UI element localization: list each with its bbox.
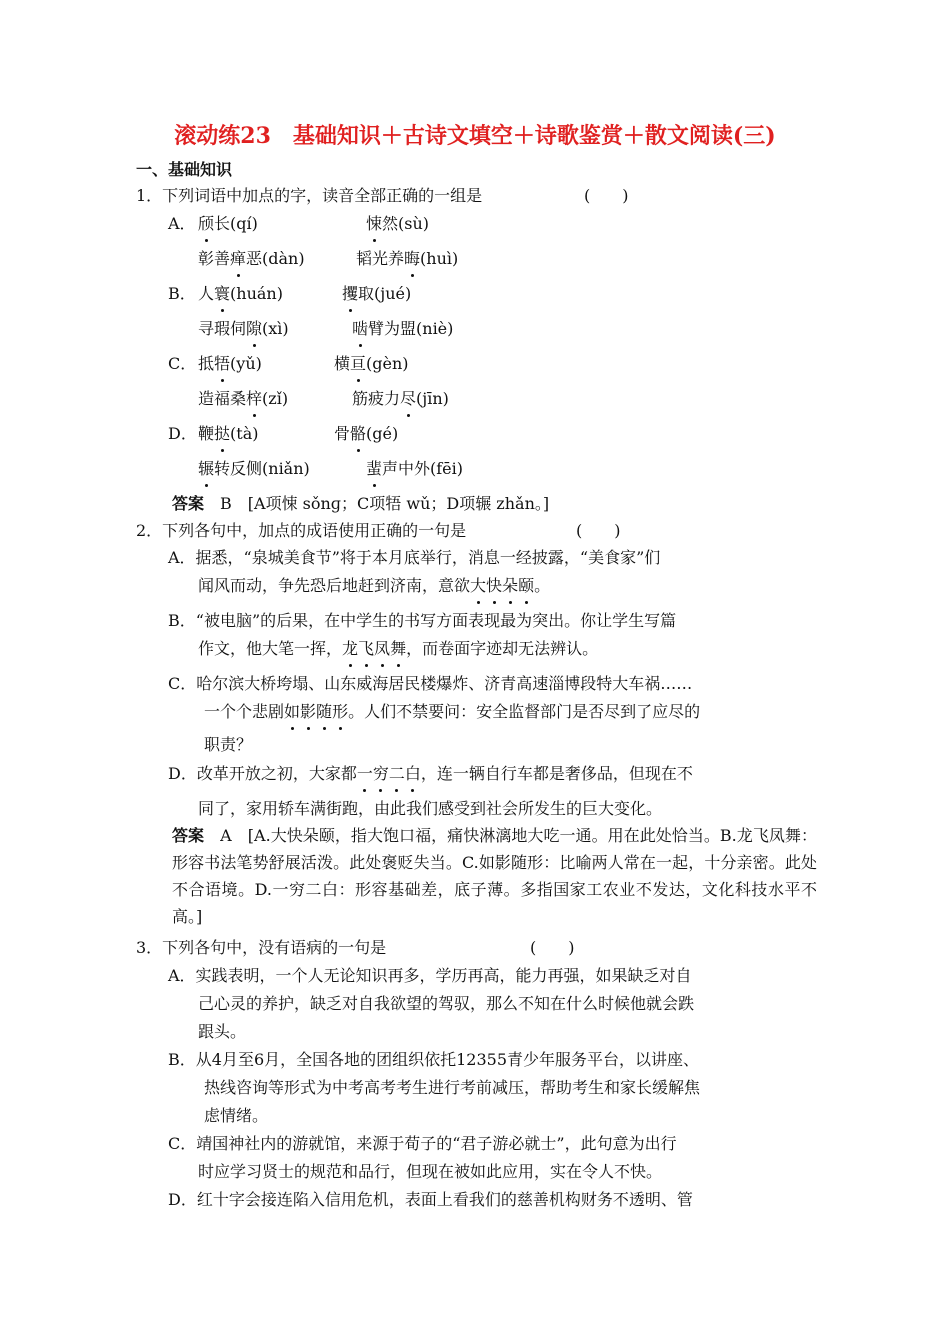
item-text: 转反侧(niǎn) (214, 459, 310, 478)
answer-label: 答案 (172, 494, 205, 513)
item-text: 作文，他大笔一挥， (198, 639, 343, 658)
question-3-stem: 3．下列各句中，没有语病的一句是 (136, 938, 387, 957)
option-label: B． (168, 284, 196, 303)
item-text: 声中外(fēi) (382, 459, 464, 478)
dotted-char: 梓 (246, 389, 263, 408)
item-text: (zǐ) (262, 389, 289, 408)
q2-answer (172, 822, 817, 930)
q3-option-a-cont: 己心灵的养护，缺乏对自我欲望的驾驭，那么不知在什么时候他就会跌 (198, 994, 695, 1013)
q1-c-item4 (352, 388, 449, 410)
answer-blank: ( ) (530, 938, 575, 957)
q1-d-item2 (334, 423, 398, 445)
item-text: 臂为盟(niè) (368, 319, 454, 338)
item-text: (gé) (366, 424, 399, 443)
option-label: D． (168, 424, 197, 443)
dotted-char: 挞 (214, 424, 231, 443)
dotted-char: 朵 (502, 576, 519, 595)
dotted-char: 影 (300, 702, 317, 721)
item-text: 恶(dàn) (246, 249, 305, 268)
item-text: 人 (198, 284, 215, 303)
q3-option-b-cont2: 虑情绪。 (204, 1106, 269, 1125)
q2-option-b-cont (198, 638, 598, 660)
dotted-char: 颀 (198, 214, 215, 233)
dotted-char: 二 (388, 764, 405, 783)
item-text: (xì) (262, 319, 289, 338)
item-text: 然(sù) (382, 214, 430, 233)
question-2-stem: 2．下列各句中，加点的成语使用正确的一句是 (136, 521, 467, 540)
dotted-char: 瘅 (230, 249, 247, 268)
dotted-char: 尽 (400, 389, 417, 408)
q1-b-item4 (352, 318, 453, 340)
item-text: (huán) (230, 284, 283, 303)
q2-option-d (168, 763, 693, 785)
item-text: 造福桑 (198, 389, 247, 408)
q1-b-item1 (198, 283, 283, 305)
dotted-char: 白 (404, 764, 421, 783)
q1-c-item3 (198, 388, 288, 410)
item-text: 筋疲力 (352, 389, 401, 408)
dotted-char: 凤 (374, 639, 391, 658)
item-text: (huì) (420, 249, 459, 268)
page-title: 滚动练23 基础知识＋古诗文填空＋诗歌鉴赏＋散文阅读(三) (174, 123, 776, 149)
item-text: 韬光养 (356, 249, 405, 268)
dotted-char: 辗 (198, 459, 215, 478)
dotted-char: 飞 (358, 639, 375, 658)
dotted-char: 随 (316, 702, 333, 721)
q2-option-a: A．据悉，“泉城美食节”将于本月底举行，消息一经披露，“美食家”们 (168, 548, 661, 567)
answer-text: A [A.大快朵颐，指大饱口福，痛快淋漓地大吃一通。用在此处恰当。B.龙飞凤舞：形容书法笔势舒展活泼。此处褒贬失当。C.如影随形：比喻两人常在一起，十分亲密。此处不合语境。D.一穷二白：形容基础差，底子薄。多指国家工农业不发达，文化科技水平不高。] (172, 826, 817, 926)
item-text: 一个个悲剧 (204, 702, 285, 721)
item-text: (tà) (230, 424, 259, 443)
q3-option-c-cont: 时应学习贤士的规范和品行，但现在被如此应用，实在令人不快。 (198, 1162, 663, 1181)
item-text: ，而卷面字迹却无法辨认。 (406, 639, 599, 658)
item-text: 抵 (198, 354, 215, 373)
q1-d-item1 (198, 423, 258, 445)
item-text: 骨 (334, 424, 351, 443)
item-text: 长(qí) (214, 214, 258, 233)
q2-option-c-cont2: 职责？ (204, 735, 253, 754)
dotted-char: 寰 (214, 284, 231, 303)
item-text: ，连一辆自行车都是奢侈品，但现在不 (420, 764, 693, 783)
q1-a-item1 (198, 213, 258, 235)
dotted-char: 晦 (404, 249, 421, 268)
q1-a-item3 (198, 248, 305, 270)
dotted-char: 穷 (372, 764, 389, 783)
option-label: C． (168, 354, 197, 373)
q2-option-c: C．哈尔滨大桥垮塌、山东威海居民楼爆炸、济青高速淄博段特大车祸…… (168, 674, 693, 693)
item-text: (jīn) (416, 389, 449, 408)
item-text: 。人们不禁要问：安全监督部门是否尽到了应尽的 (348, 702, 701, 721)
dotted-char: 形 (332, 702, 349, 721)
q2-option-d-cont: 同了，家用轿车满街跑，由此我们感受到社会所发生的巨大变化。 (198, 799, 663, 818)
q3-option-d: D．红十字会接连陷入信用危机，表面上看我们的慈善机构财务不透明、管 (168, 1190, 693, 1209)
dotted-char: 大 (470, 576, 487, 595)
item-text: 闻风而动，争先恐后地赶到济南，意欲 (198, 576, 471, 595)
answer-blank: ( ) (576, 521, 621, 540)
option-label: A． (168, 214, 196, 233)
q3-option-c: C．靖国神社内的游就馆，来源于荀子的“君子游必就士”，此句意为出行 (168, 1134, 677, 1153)
answer-text: B [A项悚 sǒnɡ；C项牾 wǔ；D项辗 zhǎn。] (204, 494, 550, 513)
dotted-char: 如 (284, 702, 301, 721)
dotted-char: 舞 (390, 639, 407, 658)
dotted-char: 一 (356, 764, 373, 783)
answer-label: 答案 (172, 826, 205, 845)
item-text: (yǔ) (230, 354, 262, 373)
q2-option-c-cont (204, 701, 700, 723)
question-1-stem: 1．下列词语中加点的字，读音全部正确的一组是 (136, 186, 483, 205)
q1-c-item1 (198, 353, 262, 375)
dotted-char: 亘 (350, 354, 367, 373)
q3-option-a: A．实践表明，一个人无论知识再多，学历再高，能力再强，如果缺乏对自 (168, 966, 692, 985)
q3-option-b: B．从4月至6月，全国各地的团组织依托12355青少年服务平台，以讲座、 (168, 1050, 700, 1069)
q1-b-item3 (198, 318, 289, 340)
dotted-char: 啮 (352, 319, 369, 338)
section-heading: 一、基础知识 (136, 160, 233, 179)
dotted-char: 蜚 (366, 459, 383, 478)
q1-a-item2 (366, 213, 429, 235)
q1-b-item2 (342, 283, 411, 305)
q1-answer (172, 493, 549, 515)
q2-option-b: B．“被电脑”的后果，在中学生的书写方面表现最为突出。你让学生写篇 (168, 611, 677, 630)
item-text: (gèn) (366, 354, 409, 373)
q3-option-a-cont2: 跟头。 (198, 1022, 247, 1041)
dotted-char: 隙 (246, 319, 263, 338)
dotted-char: 牾 (214, 354, 231, 373)
q2-option-a-cont (198, 575, 550, 597)
item-text: 横 (334, 354, 351, 373)
q1-c-item2 (334, 353, 409, 375)
item-text: 。 (534, 576, 551, 595)
dotted-char: 快 (486, 576, 503, 595)
q1-d-item3 (198, 458, 310, 480)
item-text: 寻瑕伺 (198, 319, 247, 338)
answer-blank: ( ) (584, 186, 629, 205)
item-text: D．改革开放之初，大家都 (168, 764, 357, 783)
dotted-char: 攫 (342, 284, 359, 303)
q1-a-item4 (356, 248, 458, 270)
dotted-char: 颐 (518, 576, 535, 595)
q3-option-b-cont: 热线咨询等形式为中考高考考生进行考前减压，帮助考生和家长缓解焦 (204, 1078, 701, 1097)
dotted-char: 悚 (366, 214, 383, 233)
item-text: 取(jué) (358, 284, 412, 303)
item-text: 彰善 (198, 249, 231, 268)
dotted-char: 骼 (350, 424, 367, 443)
item-text: 鞭 (198, 424, 215, 443)
dotted-char: 龙 (342, 639, 359, 658)
q1-d-item4 (366, 458, 463, 480)
